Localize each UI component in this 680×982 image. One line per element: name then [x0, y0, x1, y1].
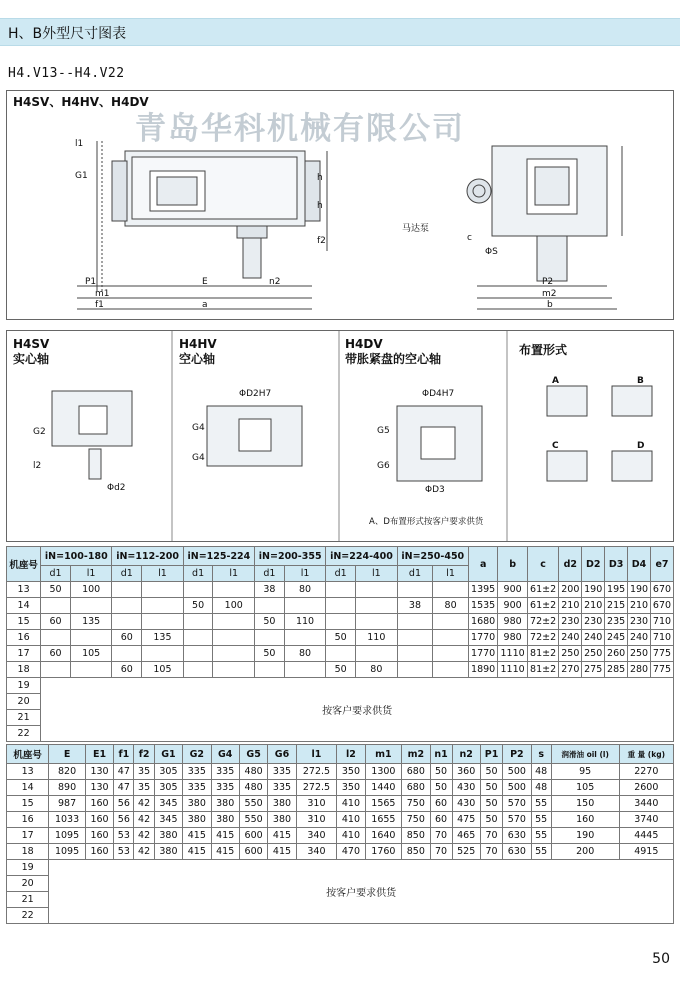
arrangement-B: B — [637, 376, 644, 386]
dim-D2H7: ΦD2H7 — [239, 389, 272, 399]
variant-name-sv: 实心轴 — [13, 352, 50, 366]
dim-G4-b: G4 — [192, 453, 205, 463]
table-row: 21 — [7, 892, 674, 908]
dim-label-G1: G1 — [75, 171, 88, 181]
arrangement-note: A、D布置形式按客户要求供货 — [369, 517, 484, 527]
table-row: 22 — [7, 726, 674, 742]
variant-name-hv: 空心轴 — [179, 352, 216, 366]
dim-G5: G5 — [377, 426, 390, 436]
page-number: 50 — [652, 951, 670, 967]
table-row: 17 60 105 50 80 1770 1110 81±2 250 250 260 250 775 — [7, 646, 674, 662]
dim-l2: l2 — [33, 461, 42, 471]
dim-label-f2: f2 — [317, 236, 326, 246]
dim-label-m1: m1 — [95, 289, 110, 299]
dim-D4H7: ΦD4H7 — [422, 389, 455, 399]
dim-G4-a: G4 — [192, 423, 205, 433]
dimension-table-1: 机座号 iN=100-180 iN=112-200 iN=125-224 iN=200-355 iN=224-400 iN=250-450 a b c d2 D2 D3 D4 e7 d1 l1 d1 l1 d1 l1 d1 l1 d1 l1 d1 l1 13 50 100 38 80 1395 900 61±2 200 190 195 190 670 14 50 100 38 80 1535 900 61±2 210 210 215 210 670 15 60 135 50 110 1680 980 72±2 230 230 235 230 710 16 60 135 50 110 1770 980 72±2 240 240 245 240 710 17 60 105 50 80 1770 1110 81±2 250 250 260 250 775 18 60 105 50 80 1890 1110 81±2 270 275 285 280 775 19 按客户要求供货 20 21 22 — [6, 546, 674, 742]
main-drawing-title: H4SV、H4HV、H4DV — [13, 95, 149, 109]
table-row: 19 按客户要求供货 — [7, 678, 674, 694]
dim-label-c: c — [467, 233, 472, 243]
variant-name-dv: 带胀紧盘的空心轴 — [345, 352, 442, 366]
arrangement-A: A — [552, 376, 559, 386]
dim-label-a: a — [202, 300, 208, 310]
dim-label-h-b: h — [317, 201, 323, 211]
dim-G6: G6 — [377, 461, 390, 471]
dim-G2: G2 — [33, 427, 46, 437]
t1-note: 按客户要求供货 — [41, 678, 674, 742]
table-row: 15 987 160 56 42 345 380 380 550 380 310 410 1565 750 60 430 50 570 55 150 3440 — [7, 796, 674, 812]
dim-label-P1: P1 — [85, 277, 97, 287]
section-header-bar — [0, 18, 680, 46]
t2-header-row: 机座号 E E1 f1 f2 G1 G2 G4 G5 G6 l1 l2 m1 m2 n1 n2 P1 P2 s 润滑油 oil (l) 重 量 (kg) — [7, 745, 674, 764]
variant-views-panel — [6, 330, 674, 542]
section-title: H、B外型尺寸图表 — [8, 26, 127, 42]
dim-D3: ΦD3 — [425, 485, 445, 495]
main-drawing-panel — [6, 90, 674, 320]
t1-body — [7, 582, 674, 742]
dim-label-l1: l1 — [75, 139, 84, 149]
table-row: 21 — [7, 710, 674, 726]
table-row: 15 60 135 50 110 1680 980 72±2 230 230 235 230 710 — [7, 614, 674, 630]
dim-label-m2: m2 — [542, 289, 557, 299]
table-row: 16 1033 160 56 42 345 380 380 550 380 310 410 1655 750 60 475 50 570 55 160 3740 — [7, 812, 674, 828]
dim-label-P2: P2 — [542, 277, 554, 287]
t2-note: 按客户要求供货 — [49, 860, 674, 924]
table-row: 16 60 135 50 110 1770 980 72±2 240 240 245 240 710 — [7, 630, 674, 646]
dimension-table-2 — [6, 744, 674, 924]
dim-label-phiS: ΦS — [485, 247, 498, 257]
table-row: 13 50 100 38 80 1395 900 61±2 200 190 195 190 670 — [7, 582, 674, 598]
table-row: 18 60 105 50 80 1890 1110 81±2 270 275 285 280 775 — [7, 662, 674, 678]
table-row: 17 1095 160 53 42 380 415 415 600 415 340 410 1640 850 70 465 70 630 55 190 4445 — [7, 828, 674, 844]
table-row: 14 890 130 47 35 305 335 335 480 335 272.5 350 1440 680 50 430 50 500 48 105 2600 — [7, 780, 674, 796]
table-row: 14 50 100 38 80 1535 900 61±2 210 210 215 210 670 — [7, 598, 674, 614]
dim-label-h-a: h — [317, 173, 323, 183]
motor-pump-label: 马达泵 — [402, 224, 430, 234]
variant-code-hv: H4HV — [179, 337, 217, 351]
dim-label-n2: n2 — [269, 277, 281, 287]
table-row: 13 820 130 47 35 305 335 335 480 335 272.5 350 1300 680 50 360 50 500 48 95 2270 — [7, 764, 674, 780]
table-row: 19 按客户要求供货 — [7, 860, 674, 876]
arrangement-C: C — [552, 441, 559, 451]
t2-body — [7, 764, 674, 924]
arrangement-D: D — [637, 441, 645, 451]
dim-label-b: b — [547, 300, 553, 310]
arrangement-title: 布置形式 — [519, 343, 568, 357]
dim-label-E: E — [202, 277, 208, 287]
dim-label-f1: f1 — [95, 300, 104, 310]
table-row: 22 — [7, 908, 674, 924]
table-row: 20 — [7, 694, 674, 710]
variant-code-sv: H4SV — [13, 337, 50, 351]
table-row: 18 1095 160 53 42 380 415 415 600 415 340 470 1760 850 70 525 70 630 55 200 4915 — [7, 844, 674, 860]
watermark-text: 青岛华科机械有限公司 — [135, 111, 465, 147]
table-row: 20 — [7, 876, 674, 892]
t1-header-frame: 机座号 — [7, 547, 41, 582]
model-range: H4.V13--H4.V22 — [8, 66, 125, 81]
variant-code-dv: H4DV — [345, 337, 383, 351]
variant-views-dividers — [7, 331, 673, 541]
dim-d2: Φd2 — [107, 483, 126, 493]
